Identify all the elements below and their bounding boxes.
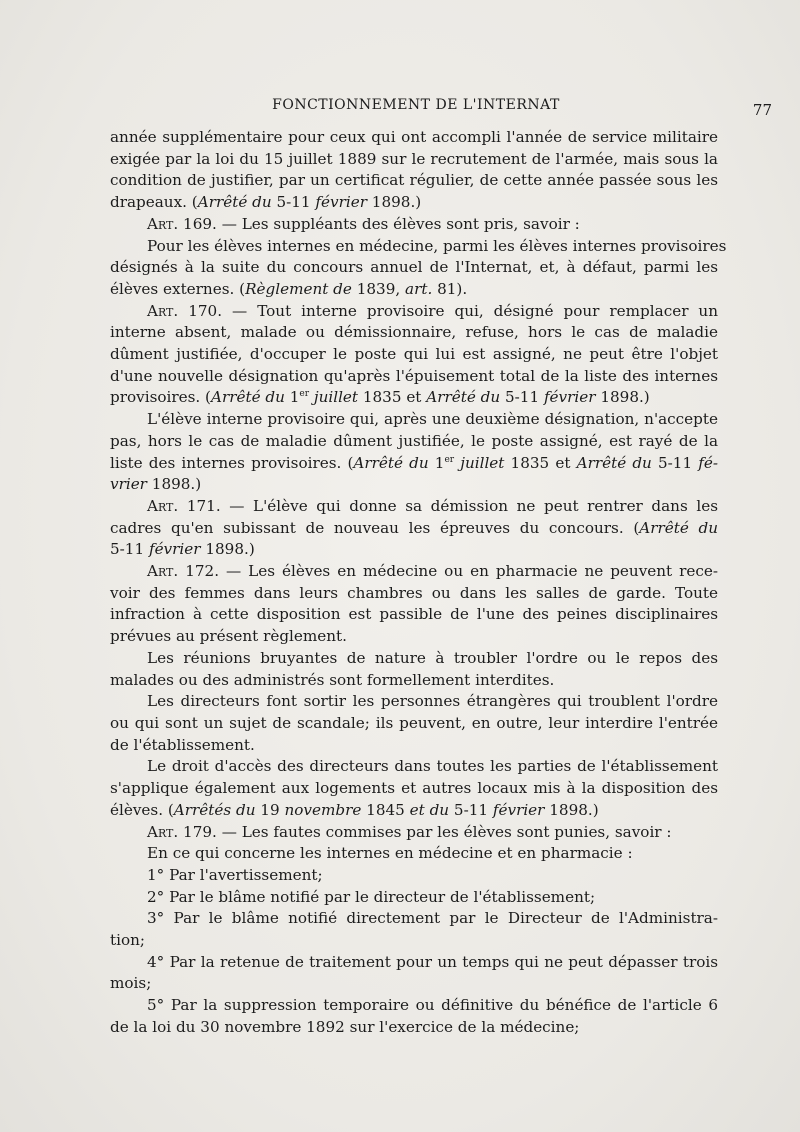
article-179-heading: Art. 179. — Les fautes commises par les élèves sont punies, savoir : (147, 822, 672, 841)
text-line: infraction à cette disposition est passible de l'une des peines disciplinaires (110, 605, 718, 624)
running-head (0, 97, 800, 117)
text-line: exigée par la loi du 15 juillet 1889 sur le recrutement de l'armée, mais sous la (110, 149, 718, 168)
text-line: tion; (110, 931, 146, 950)
text-line: 5-11 février 1898.) (110, 540, 255, 559)
page-number: 77 (752, 101, 772, 119)
text-line: L'élève interne provisoire qui, après une deuxième désignation, n'accepte (147, 410, 718, 429)
text-line: Les directeurs font sortir les personnes étrangères qui troublent l'ordre (147, 692, 718, 711)
text-line: Pour les élèves internes en médecine, parmi les élèves internes provisoires (147, 236, 727, 255)
text-line: interne absent, malade ou démissionnaire, refuse, hors le cas de maladie (110, 323, 718, 342)
text-line: prévues au présent règlement. (110, 627, 347, 646)
text-line: année supplémentaire pour ceux qui ont accompli l'année de service militaire (110, 128, 718, 146)
article-171-heading: Art. 171. — L'élève qui donne sa démission ne peut rentrer dans les (147, 496, 718, 515)
text-line: pas, hors le cas de maladie dûment justifiée, le poste assigné, est rayé de la (110, 431, 718, 450)
text-line: provisoires. (Arrêté du 1er juillet 1835 et Arrêté du 5-11 février 1898.) (110, 388, 650, 407)
article-169-heading: Art. 169. — Les suppléants des élèves sont pris, savoir : (147, 214, 580, 233)
text-line: Le droit d'accès des directeurs dans toutes les parties de l'établissement (147, 757, 718, 776)
text-line: mois; (110, 974, 152, 993)
text-line: En ce qui concerne les internes en médecine et en pharmacie : (147, 844, 633, 863)
list-item: 2° Par le blâme notifié par le directeur de l'établissement; (147, 887, 596, 906)
text-line: élèves externes. (Règlement de 1839, art. 81). (110, 279, 468, 298)
text-line: ou qui sont un sujet de scandale; ils peuvent, en outre, leur interdire l'entrée (110, 713, 718, 732)
text-line: condition de justifier, par un certificat régulier, de cette année passée sous les (110, 171, 718, 190)
article-172-heading: Art. 172. — Les élèves en médecine ou en pharmacie ne peuvent rece- (147, 562, 718, 581)
list-item: 1° Par l'avertissement; (147, 865, 323, 884)
text-line: désignés à la suite du concours annuel de l'Internat, et, à défaut, parmi les (110, 258, 718, 277)
text-line: liste des internes provisoires. (Arrêté du 1er juillet 1835 et Arrêté du 5-11 fé- (110, 453, 719, 472)
text-line: dûment justifiée, d'occuper le poste qui lui est assigné, ne peut être l'objet (110, 345, 718, 364)
text-line: Les réunions bruyantes de nature à troubler l'ordre ou le repos des (147, 648, 718, 667)
text-line: s'applique également aux logements et autres locaux mis à la disposition des (110, 779, 718, 798)
text-line: cadres qu'en subissant de nouveau les épreuves du concours. (Arrêté du (110, 518, 718, 537)
body-text (110, 127, 727, 1039)
running-title: FONCTIONNEMENT DE L'INTERNAT (272, 97, 560, 113)
list-item: 4° Par la retenue de traitement pour un temps qui ne peut dépasser trois (147, 952, 718, 971)
text-line: de la loi du 30 novembre 1892 sur l'exercice de la médecine; (110, 1017, 580, 1036)
text-line: élèves. (Arrêtés du 19 novembre 1845 et du 5-11 février 1898.) (110, 800, 599, 819)
text-line: voir des femmes dans leurs chambres ou dans les salles de garde. Toute (110, 583, 718, 602)
list-item: 5° Par la suppression temporaire ou définitive du bénéfice de l'article 6 (147, 996, 718, 1015)
list-item: 3° Par le blâme notifié directement par le Directeur de l'Administra- (147, 909, 718, 928)
text-line: malades ou des administrés sont formellement interdites. (110, 670, 555, 689)
text-line: vrier 1898.) (110, 475, 202, 494)
text-line: drapeaux. (Arrêté du 5-11 février 1898.) (110, 193, 422, 212)
text-line: d'une nouvelle désignation qu'après l'épuisement total de la liste des internes (110, 366, 718, 385)
article-170-heading: Art. 170. — Tout interne provisoire qui, désigné pour remplacer un (147, 301, 718, 320)
text-line: de l'établissement. (110, 735, 255, 754)
